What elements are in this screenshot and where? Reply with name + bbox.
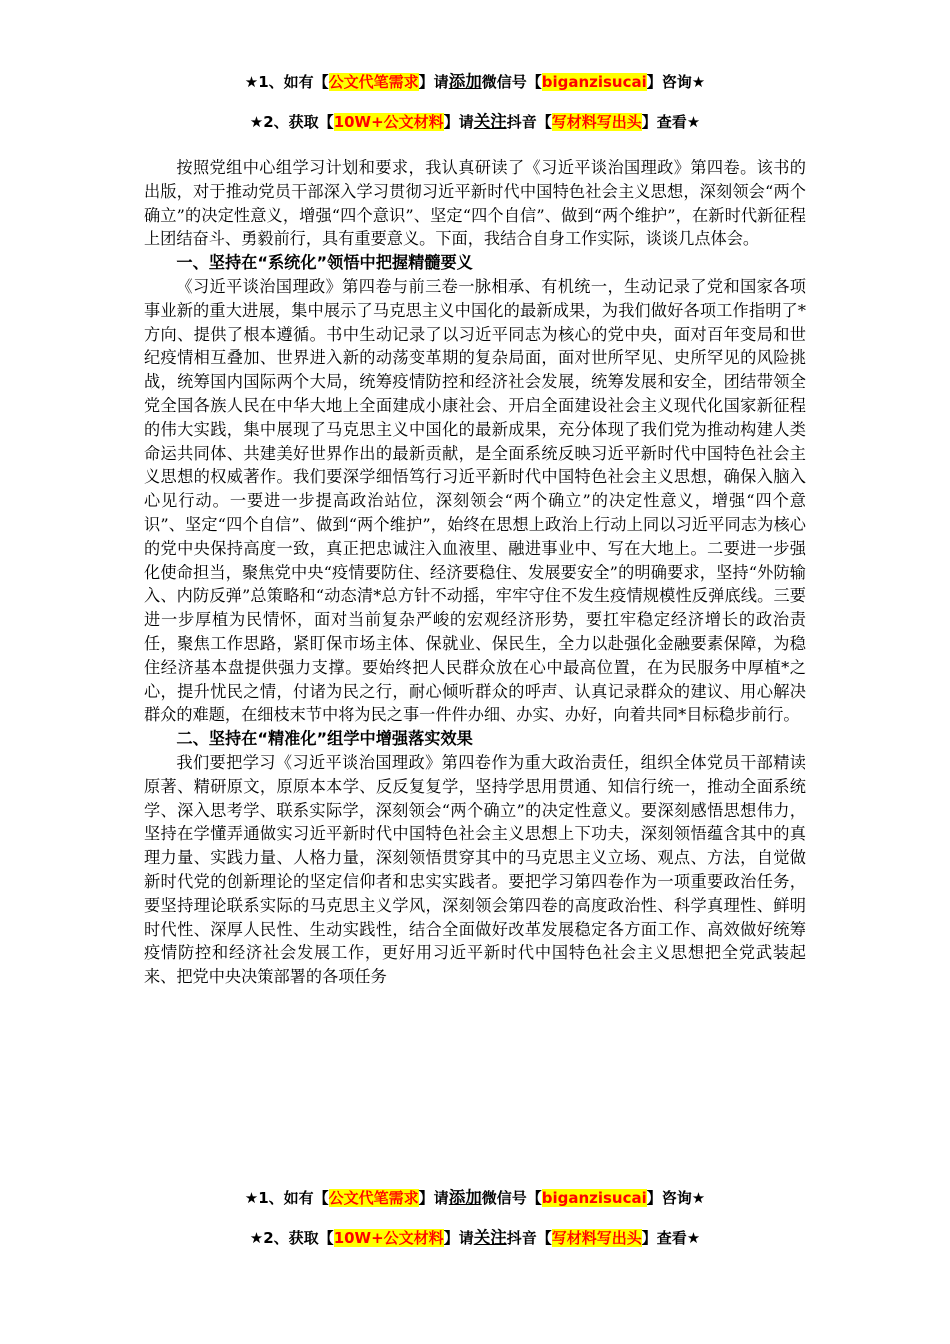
- banner-highlight: biganzisucai: [541, 73, 647, 91]
- banner-highlight: 公文代笔需求: [328, 73, 419, 91]
- banner-highlight: 10W+公文材料: [333, 113, 444, 131]
- document-body: [144, 156, 806, 989]
- intro-paragraph: 按照党组中心组学习计划和要求，我认真研读了《习近平谈治国理政》第四卷。该书的出版，对于推动党员干部深入学习贯彻习近平新时代中国特色社会主义思想，深刻领会“两个确立”的决定性意义，增强“四个意识”、坚定“四个自信”、做到“两个维护”，在新时代新征程上团结奋斗、勇毅前行，具有重要意义。下面，我结合自身工作实际，谈谈几点体会。: [144, 158, 806, 249]
- banner-prefix: ★1、如有【: [244, 73, 329, 91]
- banner-highlight: 写材料写出头: [551, 1229, 642, 1247]
- banner-mid: 】请: [443, 113, 474, 131]
- banner-mid: 】请: [418, 73, 449, 91]
- banner-underlined: 关注: [473, 1228, 507, 1247]
- banner-highlight: biganzisucai: [541, 1189, 647, 1207]
- banner-prefix: ★2、获取【: [249, 1229, 334, 1247]
- promo-banner-bottom-1: [144, 1186, 806, 1209]
- banner-suffix: 】查看★: [641, 113, 701, 131]
- banner-highlight: 10W+公文材料: [333, 1229, 444, 1247]
- banner-mid: 抖音【: [506, 113, 552, 131]
- banner-underlined: 添加: [448, 72, 482, 91]
- banner-suffix: 】咨询★: [646, 1189, 706, 1207]
- banner-mid: 】请: [443, 1229, 474, 1247]
- banner-underlined: 添加: [448, 1188, 482, 1207]
- banner-suffix: 】咨询★: [646, 73, 706, 91]
- promo-banner-top-1: [144, 70, 806, 93]
- section-heading-1: 一、坚持在“系统化”领悟中把握精髓要义: [176, 253, 473, 273]
- banner-highlight: 写材料写出头: [551, 113, 642, 131]
- banner-mid: 抖音【: [506, 1229, 552, 1247]
- banner-highlight: 公文代笔需求: [328, 1189, 419, 1207]
- promo-banner-bottom-2: [144, 1226, 806, 1249]
- banner-mid: 微信号【: [481, 73, 542, 91]
- banner-mid: 微信号【: [481, 1189, 542, 1207]
- section-paragraph-2: 我们要把学习《习近平谈治国理政》第四卷作为重大政治责任，组织全体党员干部精读原著、精研原文，原原本本学、反反复复学，坚持学思用贯通、知信行统一，推动全面系统学、深入思考学、联系实际学，深刻领会“两个确立”的决定性意义。要深刻感悟思想伟力，坚持在学懂弄通做实习近平新时代中国特色社会主义思想上下功夫，深刻领悟蕴含其中的真理力量、实践力量、人格力量，深刻领悟贯穿其中的马克思主义立场、观点、方法，自觉做新时代党的创新理论的坚定信仰者和忠实实践者。要把学习第四卷作为一项重要政治任务，要坚持理论联系实际的马克思主义学风，深刻领会第四卷的高度政治性、科学真理性、鲜明时代性、深厚人民性、生动实践性，结合全面做好改革发展稳定各方面工作、高效做好统筹疫情防控和经济社会发展工作，更好用习近平新时代中国特色社会主义思想把全党武装起来、把党中央决策部署的各项任务: [144, 752, 806, 987]
- banner-mid: 】请: [418, 1189, 449, 1207]
- section-heading-2: 二、坚持在“精准化”组学中增强落实效果: [176, 729, 473, 749]
- promo-banner-top-2: [144, 110, 806, 133]
- section-paragraph-1: 《习近平谈治国理政》第四卷与前三卷一脉相承、有机统一，生动记录了党和国家各项事业新的重大进展，集中展示了马克思主义中国化的最新成果，为我们做好各项工作指明了*方向、提供了根本遵循。书中生动记录了以习近平同志为核心的党中央，面对百年变局和世纪疫情相互叠加、世界进入新的动荡变革期的复杂局面，面对世所罕见、史所罕见的风险挑战，统筹国内国际两个大局，统筹疫情防控和经济社会发展，统筹发展和安全，团结带领全党全国各族人民在中华大地上全面建成小康社会、开启全面建设社会主义现代化国家新征程的伟大实践，集中展现了马克思主义中国化的最新成果，充分体现了我们党为推动构建人类命运共同体、共建美好世界作出的最新贡献，是全面系统反映习近平新时代中国特色社会主义思想的权威著作。我们要深学细悟笃行习近平新时代中国特色社会主义思想，确保入脑入心见行动。一要进一步提高政治站位，深刻领会“两个确立”的决定性意义，增强“四个意识”、坚定“四个自信”、做到“两个维护”，始终在思想上政治上行动上同以习近平同志为核心的党中央保持高度一致，真正把忠诚注入血液里、融进事业中、写在大地上。二要进一步强化使命担当，聚焦党中央“疫情要防住、经济要稳住、发展要安全”的明确要求，坚持“外防输入、内防反弹”总策略和“动态清*总方针不动摇，牢牢守住不发生疫情规模性反弹底线。三要进一步厚植为民情怀，面对当前复杂严峻的宏观经济形势，要扛牢稳定经济增长的政治责任，聚焦工作思路，紧盯保市场主体、保就业、保民生，全力以赴强化金融要素保障，为稳住经济基本盘提供强力支撑。要始终把人民群众放在心中最高位置，在为民服务中厚植*之心，提升忧民之情，付诸为民之行，耐心倾听群众的呼声、认真记录群众的建议、用心解决群众的难题，在细枝末节中将为民之事一件件办细、办实、办好，向着共同*目标稳步前行。: [144, 276, 806, 725]
- banner-prefix: ★2、获取【: [249, 113, 334, 131]
- banner-underlined: 关注: [473, 112, 507, 131]
- banner-prefix: ★1、如有【: [244, 1189, 329, 1207]
- banner-suffix: 】查看★: [641, 1229, 701, 1247]
